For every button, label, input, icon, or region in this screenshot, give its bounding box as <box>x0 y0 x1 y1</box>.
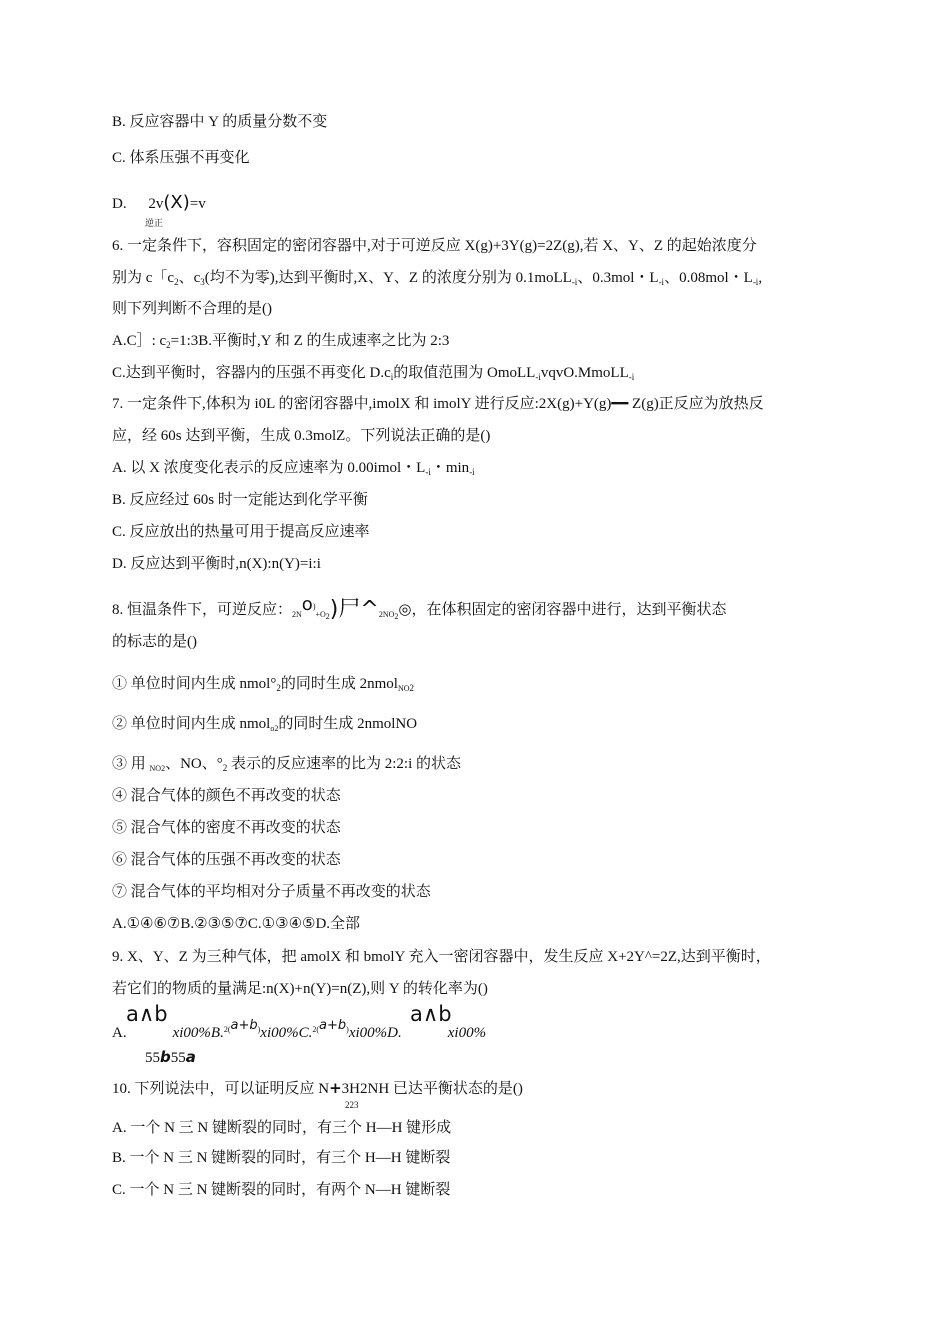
q7-l1-b: Z(g)正反应为放热反 <box>628 396 764 412</box>
q10-option-c: C. 一个 N 三 N 键断裂的同时，有两个 N—H 键断裂 <box>112 1182 451 1198</box>
q6-options-ab <box>112 331 449 352</box>
q7-option-b: B. 反应经过 60s 时一定能达到化学平衡 <box>112 492 368 508</box>
q6-l2-e: 、0.08mol・L <box>664 270 753 286</box>
q9-option-d-numerator: a∧b <box>410 1002 452 1026</box>
q8-l1-a: 8. 恒温条件下，可逆反应： <box>112 602 293 618</box>
q5-option-d <box>112 193 206 214</box>
q9-xi1: xi00%B. <box>172 1025 224 1041</box>
q5-option-d-expr <box>148 192 206 213</box>
q9-denom-a: 55 <box>145 1050 160 1066</box>
q7-stem-line2: 应，经 60s 达到平衡，生成 0.3molZ。下列说法正确的是() <box>112 428 491 444</box>
q7-arrow: ━━ <box>611 396 629 412</box>
q8-answer-options: A.①④⑥⑦B.②③⑤⑦C.①③④⑤D.全部 <box>112 916 361 932</box>
q7-option-d: D. 反应达到平衡时,n(X):n(Y)=i:i <box>112 556 321 572</box>
q7-a-s2: -i <box>469 467 475 477</box>
q8-item-4: ④ 混合气体的颜色不再改变的状态 <box>112 788 341 804</box>
q9-stem-line2: 若它们的物质的量满足:n(X)+n(Y)=n(Z),则 Y 的转化率为() <box>112 981 488 997</box>
q5-option-d-label: D. <box>112 196 127 212</box>
q8-t2: +O <box>315 610 326 619</box>
q9-denom-c: 55 <box>170 1050 186 1066</box>
q6-options-cd <box>112 363 634 384</box>
q6-cd-c: vqvO.MmoLL <box>540 365 629 381</box>
q8-t4: 2NO <box>378 610 395 619</box>
q10-stem-line1 <box>112 1078 523 1099</box>
q8-item-1 <box>112 674 414 696</box>
q6-stem-line3: 则下列判断不合理的是() <box>112 301 272 317</box>
q8-i1-s3: 2 <box>409 683 414 693</box>
q8-i2-s2: 2 <box>274 724 279 733</box>
q5-expr-paren: (X) <box>163 192 190 213</box>
q8-stem-line1 <box>112 594 727 622</box>
q9-stem-line1: 9. X、Y、Z 为三种气体，把 amolX 和 bmolY 充入一密闭容器中，发生反应 X+2Y^=2Z,达到平衡时， <box>112 949 771 965</box>
q9-xi4: xi00% <box>447 1025 487 1041</box>
q10-l1-a: 10. 下列说法中，可以证明反应 N <box>112 1081 330 1097</box>
q8-i3-a: ③ 用 <box>112 756 150 772</box>
q10-subscripts: 223 <box>345 1100 359 1110</box>
q6-l2-d: 、0.3mol・L <box>577 270 659 286</box>
q7-stem-line1 <box>112 394 764 414</box>
q9-denom-d: a <box>185 1048 196 1066</box>
q5-expr-a: 2v <box>148 196 164 212</box>
q6-cd-s3: -i <box>628 372 635 382</box>
q9-tiny4: ) <box>346 1025 349 1034</box>
q8-item-5: ⑤ 混合气体的密度不再改变的状态 <box>112 820 341 836</box>
q8-stem-line2: 的标志的是() <box>112 634 197 650</box>
q6-l2-s3: -i <box>571 277 578 287</box>
q6-ab-b: =1:3B.平衡时,Y 和 Z 的生成速率之比为 2:3 <box>170 333 450 349</box>
q8-t3: 2 <box>325 612 330 621</box>
q6-stem-line1: 6. 一定条件下，容积固定的密闭容器中,对于可逆反应 X(g)+3Y(g)=2Z(g),若 X、Y、Z 的起始浓度分 <box>112 238 757 254</box>
q6-ab-s: 2 <box>166 340 171 350</box>
q6-stem-line2 <box>112 268 762 289</box>
q9-option-b-numerator: a+b <box>230 1018 258 1033</box>
q5-expr-b: =v <box>189 196 206 212</box>
q9-tiny2: ) <box>257 1025 261 1034</box>
q8-i2-a: ② 单位时间内生成 nmol <box>112 716 271 732</box>
q8-i2-b: 的同时生成 2nmolNO <box>278 716 418 732</box>
q10-l1-b: 3H2NH 已达平衡状态的是() <box>341 1081 523 1097</box>
q8-m2: ) <box>312 602 316 611</box>
q10-option-a: A. 一个 N 三 N 键断裂的同时，有三个 H—H 键形成 <box>112 1120 452 1136</box>
q7-l1-a: 7. 一定条件下,体积为 i0L 的密闭容器中,imolX 和 imolY 进行反应:2X(g)+Y(g) <box>112 396 612 412</box>
q9-option-a-numerator: a∧b <box>126 1002 168 1026</box>
q8-item-6: ⑥ 混合气体的压强不再改变的状态 <box>112 852 341 868</box>
q9-tiny3: 2( <box>312 1025 320 1034</box>
q8-i3-c: 表示的反应速率的比为 2:2:i 的状态 <box>227 756 462 772</box>
q10-plus: + <box>329 1079 342 1097</box>
q8-t1: 2N <box>292 610 302 619</box>
q5-option-d-subscript: 逆正 <box>145 218 164 228</box>
q8-i1-a: ① 单位时间内生成 nmol° <box>112 676 277 692</box>
q9-option-a-label: A. <box>112 1025 127 1041</box>
q8-l1-b: ◎，在体积固定的密闭容器中进行，达到平衡状态 <box>398 602 727 618</box>
q6-cd-b: 的取值范围为 OmoLL <box>393 365 536 381</box>
q8-i3-s2: 2 <box>161 764 166 773</box>
q6-l2-s5: -i <box>752 277 759 287</box>
q6-l2-b: 、c <box>178 270 201 286</box>
q10-option-b: B. 一个 N 三 N 键断裂的同时，有三个 H—H 键断裂 <box>112 1150 451 1166</box>
q6-cd-s2: -i <box>535 372 541 382</box>
q6-l2-s4: -i <box>658 277 665 287</box>
q9-denom-b: b <box>160 1048 171 1066</box>
q6-l2-s1: 2 <box>174 277 179 287</box>
q9-xi2: xi00%C. <box>260 1025 313 1041</box>
q8-item-3 <box>112 754 461 776</box>
q9-xi3: xi00%D. <box>348 1025 402 1041</box>
q8-i2-s1: o <box>270 724 275 733</box>
q6-cd-a: C.达到平衡时，容器内的压强不再变化 D.c <box>112 365 391 381</box>
q7-a-b: ・min <box>430 460 470 476</box>
q6-ab-a: A.C］: c <box>112 333 167 349</box>
q8-item-2 <box>112 714 417 736</box>
q8-i1-s2: NO <box>397 684 410 693</box>
q6-l2-c: (均不为零),达到平衡时,X、Y、Z 的浓度分别为 0.1moLL <box>204 270 572 286</box>
q5-option-b: B. 反应容器中 Y 的质量分数不变 <box>112 114 328 130</box>
q7-option-c: C. 反应放出的热量可用于提高反应速率 <box>112 524 370 540</box>
q7-a-s1: -i <box>425 467 431 477</box>
q8-i3-b: 、NO、° <box>165 756 223 772</box>
q8-i3-s3: 2 <box>222 763 228 773</box>
q8-t5: 2 <box>394 612 399 621</box>
q7-a-a: A. 以 X 浓度变化表示的反应速率为 0.00imol・L <box>112 460 426 476</box>
q7-option-a <box>112 458 475 479</box>
q8-i1-b: 的同时生成 2nmol <box>280 676 398 692</box>
q8-item-7: ⑦ 混合气体的平均相对分子质量不再改变的状态 <box>112 884 431 900</box>
q8-i1-s1: 2 <box>276 683 281 693</box>
q6-l2-f: , <box>758 270 763 286</box>
q8-m1: o <box>301 594 313 615</box>
q9-tiny1: 2( <box>223 1025 231 1034</box>
q8-i3-s1: NO <box>149 764 162 773</box>
q9-option-c-numerator: a+b <box>319 1018 347 1033</box>
q6-cd-s1: i <box>390 372 394 382</box>
q9-denominators <box>145 1047 196 1068</box>
q5-option-c: C. 体系压强不再变化 <box>112 150 250 166</box>
q8-big-glyphs: )尸^ <box>329 597 379 622</box>
q6-l2-a: 别为 c「c <box>112 270 175 286</box>
q6-l2-s2: 3 <box>200 277 205 287</box>
